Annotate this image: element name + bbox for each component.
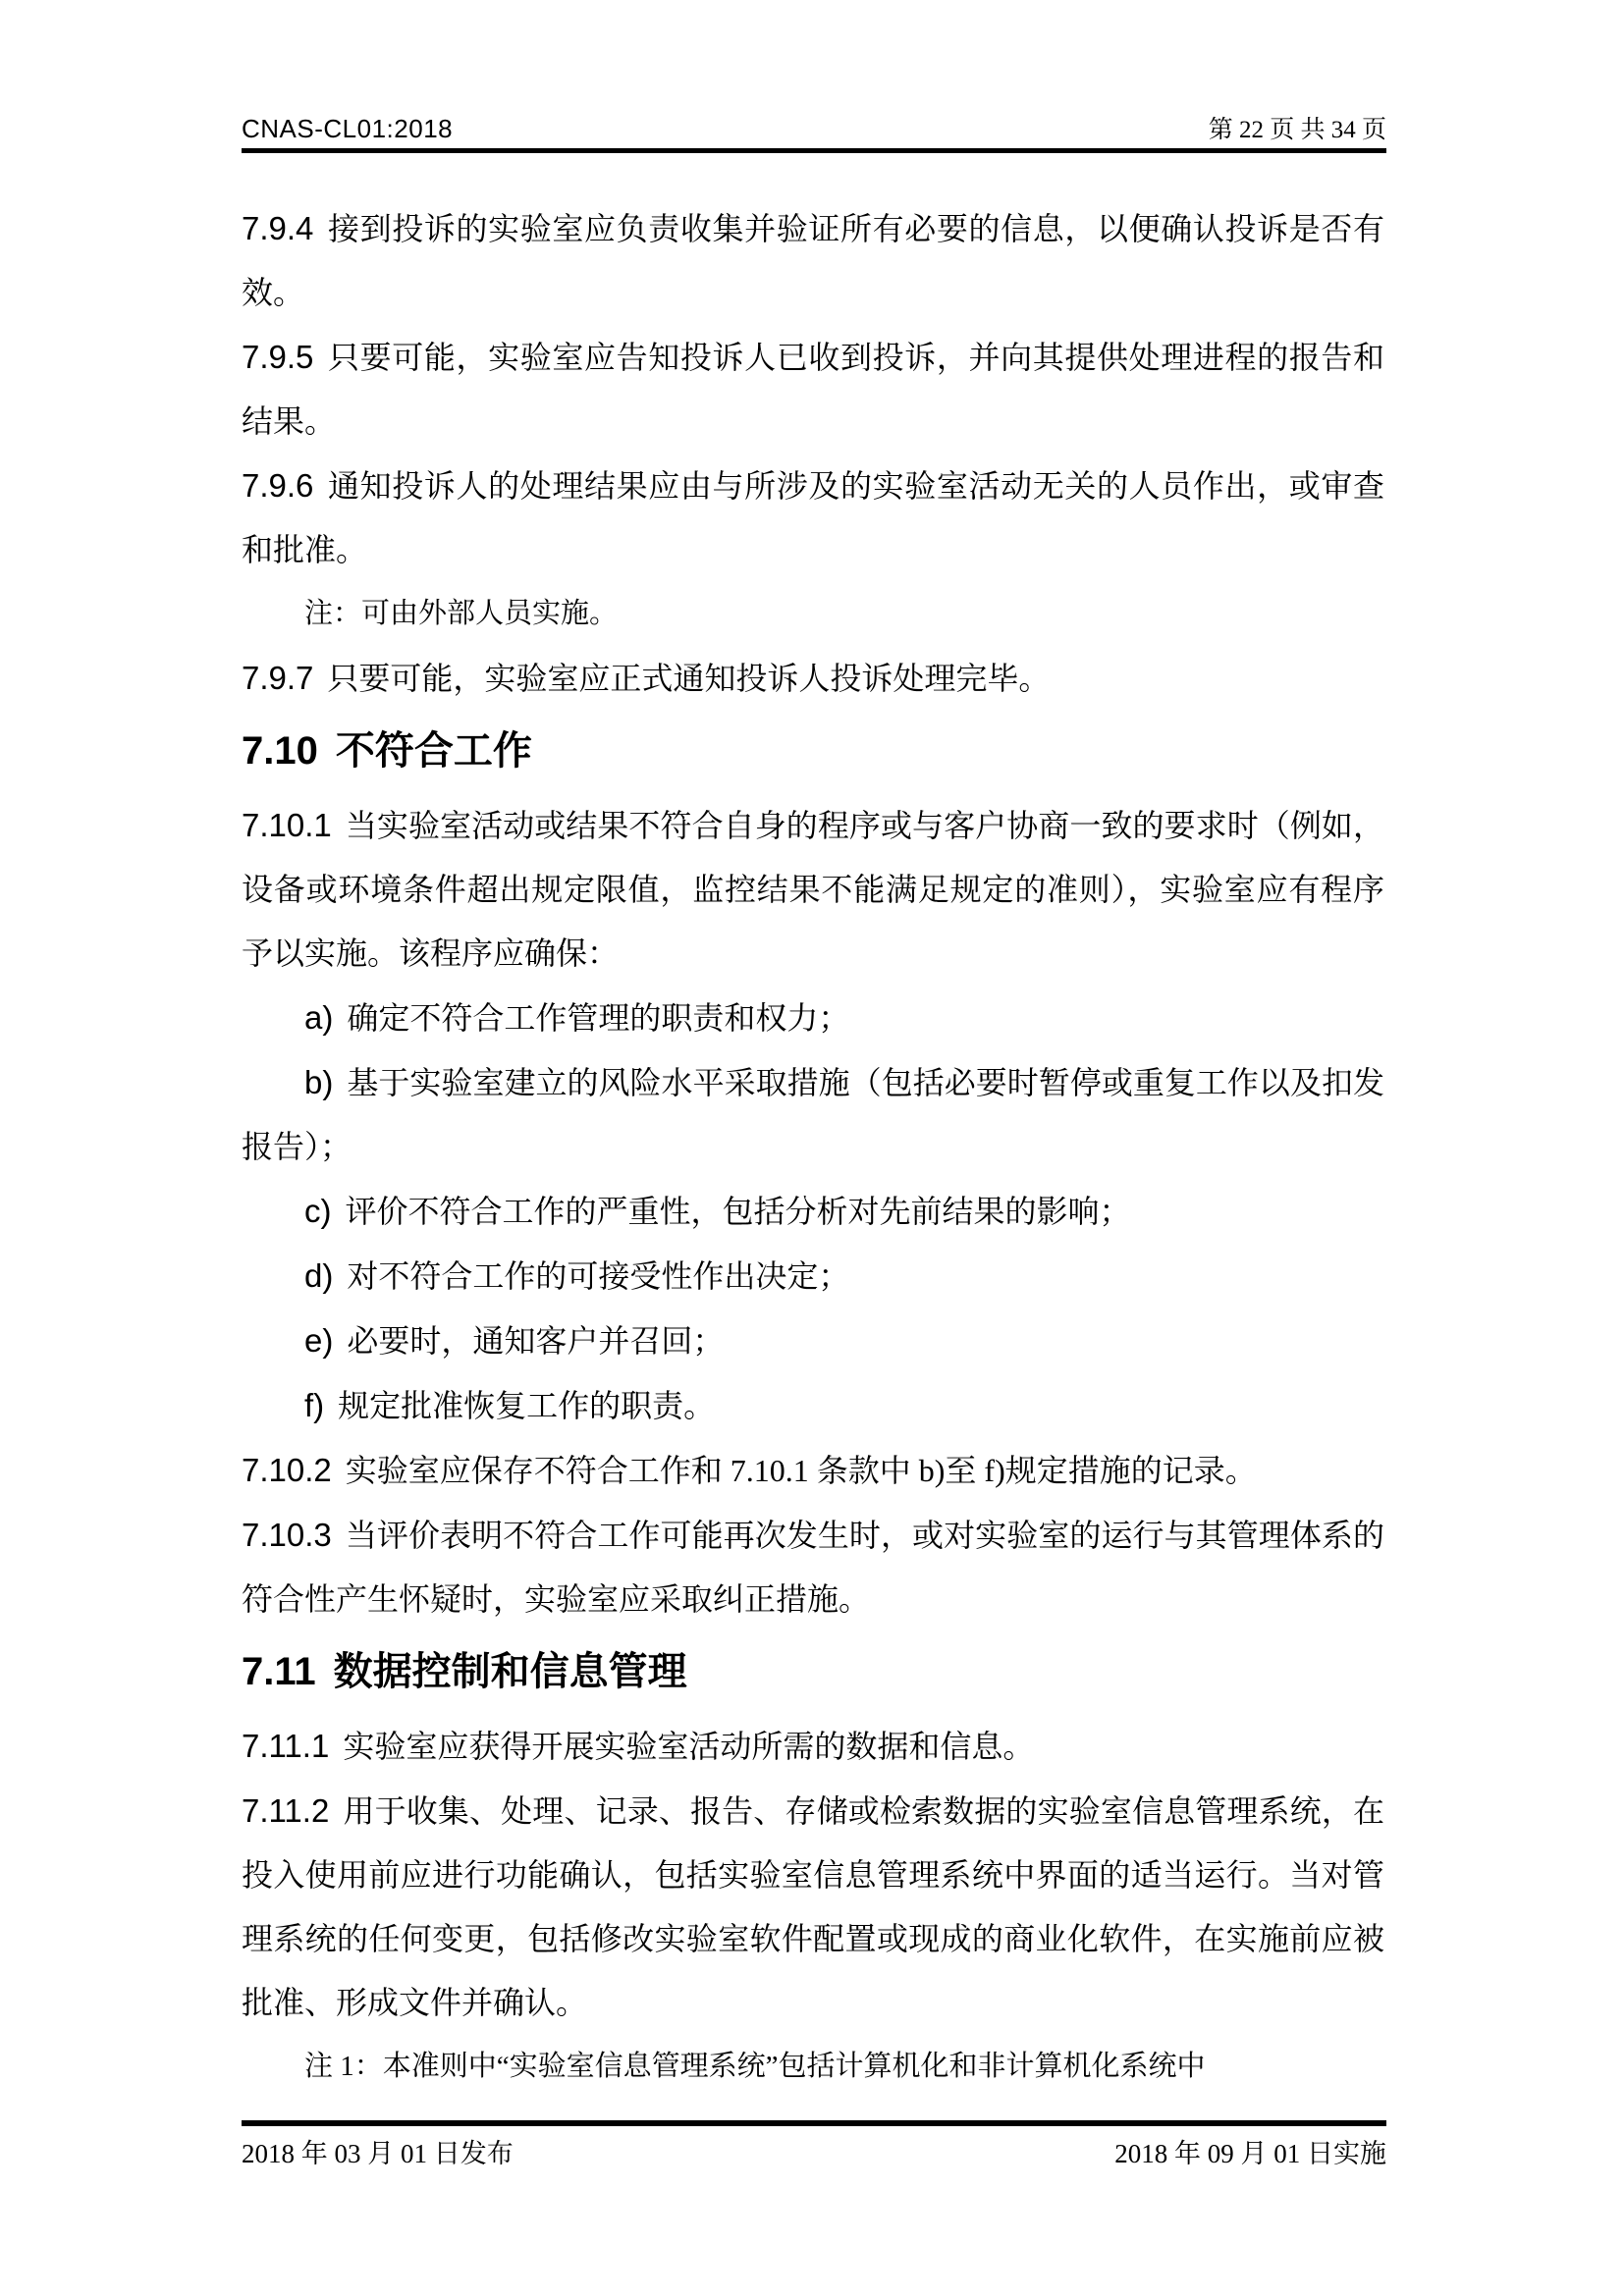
paragraph-text: 当评价表明不符合工作可能再次发生时，或对实验室的运行与其管理体系的符合性产生怀疑时，实验室应采取纠正措施。 — [242, 1518, 1384, 1617]
clause-number: e) — [304, 1322, 334, 1359]
section-heading — [242, 1637, 1384, 1706]
paragraph-text: 规定批准恢复工作的职责。 — [338, 1388, 716, 1423]
paragraph-text: 必要时，通知客户并召回； — [347, 1323, 725, 1359]
paragraph-text: 数据控制和信息管理 — [333, 1650, 687, 1693]
note-paragraph — [242, 582, 1384, 646]
document-id: CNAS-CL01:2018 — [242, 114, 454, 143]
list-item — [242, 1308, 1384, 1373]
paragraph-text: 只要可能，实验室应告知投诉人已收到投诉，并向其提供处理进程的报告和结果。 — [242, 340, 1384, 439]
paragraph-text: 当实验室活动或结果不符合自身的程序或与客户协商一致的要求时（例如，设备或环境条件超出规定限值，监控结果不能满足规定的准则），实验室应有程序予以实施。该程序应确保： — [242, 808, 1384, 971]
paragraph-text: 通知投诉人的处理结果应由与所涉及的实验室活动无关的人员作出，或审查和批准。 — [242, 468, 1384, 567]
clause-number: 7.9.5 — [242, 339, 314, 375]
clause-number: 7.11 — [242, 1650, 316, 1693]
clause-paragraph — [242, 1438, 1384, 1503]
list-item — [242, 1244, 1384, 1308]
clause-number: 7.10.1 — [242, 807, 332, 843]
paragraph-text: 实验室应保存不符合工作和 7.10.1 条款中 b)至 f)规定措施的记录。 — [345, 1453, 1257, 1488]
section-heading — [242, 717, 1384, 785]
clause-paragraph — [242, 646, 1384, 711]
note-paragraph — [242, 2035, 1384, 2099]
clause-number: b) — [304, 1064, 334, 1100]
clause-number: c) — [304, 1193, 332, 1229]
paragraph-text: 确定不符合工作管理的职责和权力； — [347, 1000, 850, 1036]
clause-paragraph — [242, 454, 1384, 582]
paragraph-text: 注 1：本准则中“实验室信息管理系统”包括计算机化和非计算机化系统中 — [304, 2051, 1206, 2082]
clause-number: 7.10.2 — [242, 1452, 332, 1488]
clause-paragraph — [242, 1779, 1384, 2035]
footer-rule — [242, 2120, 1386, 2126]
page-header — [242, 110, 1386, 145]
paragraph-text: 不符合工作 — [335, 729, 532, 773]
clause-number: d) — [304, 1257, 334, 1294]
clause-paragraph — [242, 793, 1384, 986]
clause-paragraph — [242, 325, 1384, 454]
clause-paragraph — [242, 1503, 1384, 1631]
paragraph-text: 只要可能，实验室应正式通知投诉人投诉处理完毕。 — [327, 661, 1051, 696]
paragraph-text: 基于实验室建立的风险水平采取措施（包括必要时暂停或重复工作以及扣发报告）； — [242, 1065, 1384, 1164]
clause-number: 7.9.4 — [242, 210, 314, 246]
paragraph-text: 注：可由外部人员实施。 — [304, 598, 619, 629]
list-item — [242, 1050, 1384, 1179]
clause-number: 7.9.6 — [242, 467, 314, 504]
paragraph-text: 对不符合工作的可接受性作出决定； — [347, 1258, 850, 1294]
clause-number: 7.11.1 — [242, 1728, 330, 1764]
clause-paragraph — [242, 1714, 1384, 1779]
list-item — [242, 986, 1384, 1050]
paragraph-text: 评价不符合工作的严重性，包括分析对先前结果的影响； — [345, 1194, 1131, 1229]
page-number: 第 22 页 共 34 页 — [1208, 117, 1386, 143]
clause-number: 7.11.2 — [242, 1792, 330, 1829]
clause-number: 7.10.3 — [242, 1517, 332, 1553]
list-item — [242, 1179, 1384, 1244]
document-body — [242, 196, 1384, 2099]
paragraph-text: 接到投诉的实验室应负责收集并验证所有必要的信息，以便确认投诉是否有效。 — [242, 211, 1384, 310]
page-footer — [242, 2132, 1386, 2170]
paragraph-text: 用于收集、处理、记录、报告、存储或检索数据的实验室信息管理系统，在投入使用前应进行功能确认，包括实验室信息管理系统中界面的适当运行。当对管理系统的任何变更，包括修改实验室软件配置或现成的商业化软件，在实施前应被批准、形成文件并确认。 — [242, 1793, 1384, 2020]
clause-number: 7.9.7 — [242, 660, 314, 696]
issue-date: 2018 年 03 月 01 日发布 — [242, 2139, 514, 2168]
clause-number: 7.10 — [242, 729, 318, 773]
paragraph-text: 实验室应获得开展实验室活动所需的数据和信息。 — [343, 1729, 1035, 1764]
list-item — [242, 1373, 1384, 1438]
header-rule — [242, 148, 1386, 153]
clause-paragraph — [242, 196, 1384, 325]
implementation-date: 2018 年 09 月 01 日实施 — [1114, 2139, 1386, 2168]
clause-number: f) — [304, 1387, 325, 1423]
clause-number: a) — [304, 999, 334, 1036]
